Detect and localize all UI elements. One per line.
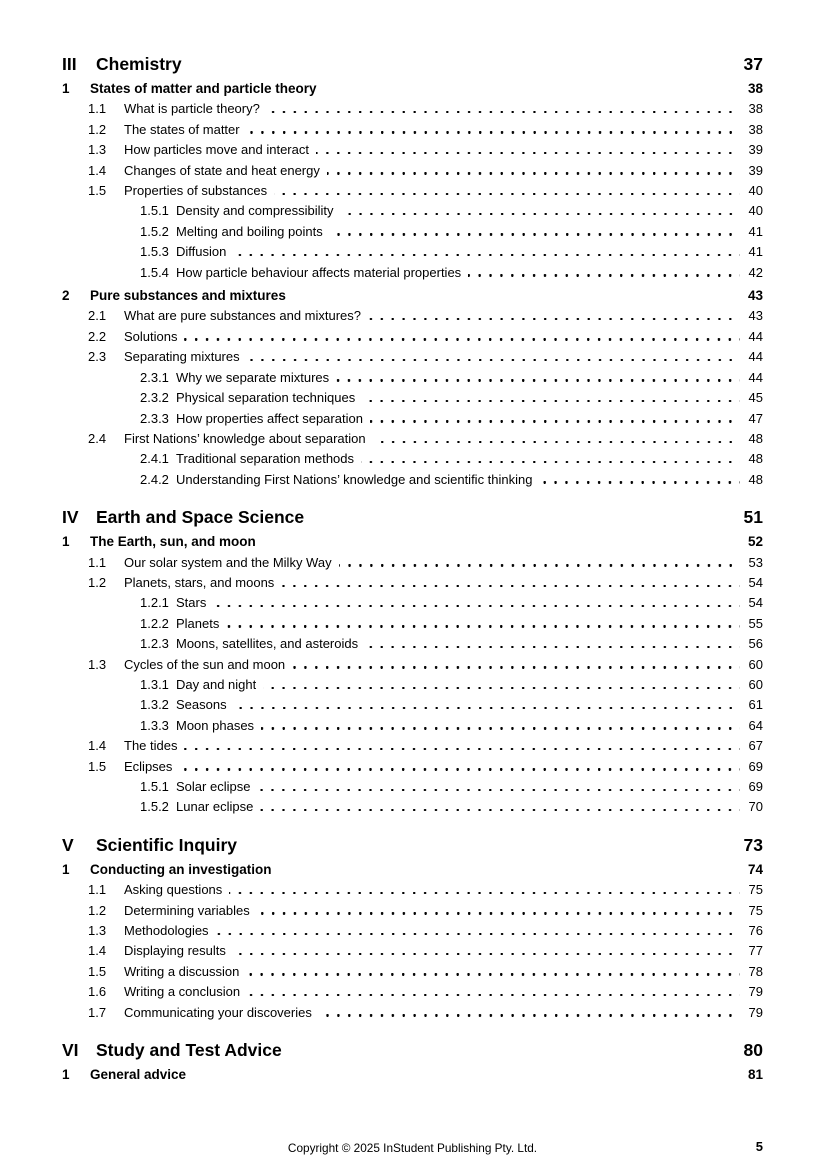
subsection-number: 2.4.1: [140, 451, 169, 467]
chapter-number: 1: [62, 1067, 70, 1083]
dot-leader: [468, 274, 740, 276]
subsection-title: Diffusion: [176, 244, 227, 260]
toc-section-row[interactable]: [62, 181, 763, 201]
section-number: 2.1: [88, 308, 107, 324]
part-title: Scientific Inquiry: [96, 834, 237, 855]
part-number: III: [62, 54, 77, 74]
subsection-title: Seasons: [176, 697, 227, 713]
section-title: Properties of substances: [124, 183, 268, 199]
dot-leader: [234, 707, 740, 709]
toc-section-row[interactable]: [62, 921, 763, 941]
toc-chapter-row[interactable]: [62, 860, 763, 880]
chapter-page-number: 81: [747, 1067, 763, 1083]
section-title: Our solar system and the Milky Way: [124, 554, 332, 570]
section-page-number: 79: [748, 984, 763, 1000]
chapter-number: 1: [62, 81, 70, 96]
subsection-page-number: 70: [748, 799, 763, 815]
subsection-page-number: 54: [748, 595, 763, 611]
toc-subsection-row[interactable]: [62, 449, 763, 469]
part-number: V: [62, 834, 74, 855]
dot-leader: [257, 789, 740, 791]
subsection-number: 1.3.1: [140, 676, 169, 692]
subsection-page-number: 48: [748, 471, 763, 487]
section-page-number: 76: [748, 923, 763, 939]
section-title: Separating mixtures: [124, 349, 240, 365]
subsection-title: Moon phases: [176, 717, 255, 733]
dot-leader: [327, 172, 740, 174]
section-number: 1.3: [88, 923, 107, 939]
chapter-page-number: 38: [747, 81, 763, 96]
section-number: 1.1: [88, 882, 107, 898]
section-number: 1.7: [88, 1004, 107, 1020]
section-number: 1.1: [88, 101, 107, 117]
section-number: 1.2: [88, 902, 107, 918]
toc-part-row[interactable]: [62, 833, 763, 857]
toc-section-row[interactable]: [62, 941, 763, 961]
dot-leader: [373, 441, 740, 443]
dot-leader: [539, 481, 740, 483]
dot-leader: [246, 973, 740, 975]
dot-leader: [216, 933, 740, 935]
dot-leader: [336, 379, 740, 381]
section-number: 1.3: [88, 142, 107, 158]
subsection-title: Stars: [176, 595, 207, 611]
dot-leader: [184, 338, 740, 340]
subsection-number: 2.3.2: [140, 390, 169, 406]
section-title: Cycles of the sun and moon: [124, 656, 286, 672]
dot-leader: [260, 809, 740, 811]
dot-leader: [247, 359, 740, 361]
chapter-title: Conducting an investigation: [90, 861, 272, 877]
dot-leader: [365, 646, 740, 648]
subsection-number: 1.5.1: [140, 779, 169, 794]
toc-section-row[interactable]: [62, 962, 763, 982]
toc-subsection-row[interactable]: [62, 716, 763, 736]
subsection-number: 1.5.4: [140, 264, 169, 280]
subsection-number: 1.2.1: [140, 595, 169, 611]
toc-subsection-row[interactable]: [62, 263, 763, 283]
subsection-title: Physical separation techniques: [176, 390, 356, 406]
toc-subsection-row[interactable]: [62, 634, 763, 654]
dot-leader: [361, 461, 740, 463]
dot-leader: [233, 254, 740, 256]
section-title: Solutions: [124, 328, 178, 344]
toc-section-row[interactable]: [62, 327, 763, 347]
chapter-title: States of matter and particle theory: [90, 81, 317, 96]
section-title: The states of matter: [124, 121, 240, 137]
toc-section-row[interactable]: [62, 429, 763, 449]
chapter-title: The Earth, sun, and moon: [90, 534, 256, 550]
toc-section-row[interactable]: [62, 161, 763, 181]
subsection-number: 1.3.2: [140, 697, 169, 713]
subsection-number: 2.3.1: [140, 369, 169, 385]
toc-chapter-row[interactable]: [62, 532, 763, 552]
toc-section-row[interactable]: [62, 1003, 763, 1023]
subsection-page-number: 42: [748, 264, 763, 280]
toc-subsection-row[interactable]: [62, 368, 763, 388]
subsection-title: Moons, satellites, and asteroids: [176, 636, 359, 652]
subsection-number: 2.3.3: [140, 410, 169, 426]
subsection-title: Day and night: [176, 676, 257, 692]
toc-subsection-row[interactable]: [62, 201, 763, 221]
subsection-number: 1.2.3: [140, 636, 169, 652]
section-page-number: 38: [748, 101, 763, 117]
section-page-number: 39: [748, 162, 763, 178]
toc-section-row[interactable]: [62, 655, 763, 675]
toc-subsection-row[interactable]: [62, 409, 763, 429]
section-number: 1.1: [88, 554, 107, 570]
chapter-number: 1: [62, 861, 70, 877]
section-page-number: 39: [748, 142, 763, 158]
toc-section-row[interactable]: [62, 901, 763, 921]
subsection-page-number: 60: [748, 676, 763, 692]
section-page-number: 75: [748, 882, 763, 898]
toc-section-row[interactable]: [62, 736, 763, 756]
subsection-title: Why we separate mixtures: [176, 369, 330, 385]
toc-section-row[interactable]: [62, 99, 763, 119]
part-title: Study and Test Advice: [96, 1040, 282, 1061]
section-title: How particles move and interact: [124, 142, 309, 158]
dot-leader: [261, 727, 740, 729]
toc-subsection-row[interactable]: [62, 675, 763, 695]
subsection-page-number: 47: [748, 410, 763, 426]
toc-part-row[interactable]: [62, 52, 763, 76]
part-title: Earth and Space Science: [96, 507, 305, 528]
chapter-page-number: 43: [747, 288, 763, 304]
toc-subsection-row[interactable]: [62, 388, 763, 408]
section-page-number: 54: [748, 574, 763, 590]
part-page-number: 37: [743, 54, 763, 74]
toc-subsection-row[interactable]: [62, 614, 763, 634]
dot-leader: [233, 953, 740, 955]
subsection-page-number: 41: [748, 244, 763, 260]
dot-leader: [247, 131, 740, 133]
subsection-title: How particle behaviour affects material properties: [176, 264, 462, 280]
section-page-number: 78: [748, 963, 763, 979]
section-number: 1.5: [88, 963, 107, 979]
part-page-number: 80: [743, 1040, 763, 1061]
section-page-number: 43: [748, 308, 763, 324]
subsection-page-number: 41: [748, 223, 763, 239]
section-page-number: 67: [748, 738, 763, 754]
toc-section-row[interactable]: [62, 757, 763, 777]
footer-page-number: 5: [755, 1139, 763, 1154]
section-page-number: 79: [748, 1004, 763, 1020]
page-footer: [62, 1141, 763, 1156]
subsection-number: 2.4.2: [140, 471, 169, 487]
toc-part-row[interactable]: [62, 505, 763, 529]
dot-leader: [316, 152, 740, 154]
dot-leader: [247, 994, 740, 996]
part-number: VI: [62, 1040, 79, 1061]
dot-leader: [370, 420, 740, 422]
section-number: 1.4: [88, 162, 107, 178]
chapter-page-number: 74: [747, 861, 763, 877]
part-page-number: 51: [743, 507, 763, 528]
section-page-number: 69: [748, 758, 763, 774]
subsection-number: 1.5.3: [140, 244, 169, 260]
section-page-number: 38: [748, 121, 763, 137]
section-page-number: 75: [748, 902, 763, 918]
chapter-number: 2: [62, 288, 70, 304]
subsection-title: Melting and boiling points: [176, 223, 323, 239]
toc-section-row[interactable]: [62, 982, 763, 1002]
section-title: Determining variables: [124, 902, 250, 918]
dot-leader: [330, 233, 740, 235]
section-number: 1.4: [88, 738, 107, 754]
dot-leader: [319, 1014, 740, 1016]
section-title: Eclipses: [124, 758, 173, 774]
section-title: Planets, stars, and moons: [124, 574, 275, 590]
section-title: Writing a conclusion: [124, 984, 241, 1000]
toc-section-row[interactable]: [62, 347, 763, 367]
toc-chapter-row[interactable]: [62, 286, 763, 306]
section-title: Displaying results: [124, 943, 226, 959]
chapter-title: Pure substances and mixtures: [90, 288, 286, 304]
subsection-number: 1.2.2: [140, 615, 169, 631]
subsection-number: 1.3.3: [140, 717, 169, 733]
section-page-number: 60: [748, 656, 763, 672]
section-page-number: 48: [748, 430, 763, 446]
subsection-page-number: 48: [748, 451, 763, 467]
section-page-number: 53: [748, 554, 763, 570]
toc-section-row[interactable]: [62, 306, 763, 326]
section-title: What is particle theory?: [124, 101, 260, 117]
dot-leader: [362, 400, 740, 402]
subsection-title: Understanding First Nations’ knowledge and scientific thinking: [176, 471, 533, 487]
subsection-number: 1.5.2: [140, 799, 169, 815]
section-title: Asking questions: [124, 882, 223, 898]
part-number: IV: [62, 507, 79, 528]
dot-leader: [213, 605, 740, 607]
subsection-page-number: 45: [748, 390, 763, 406]
toc-subsection-row[interactable]: [62, 695, 763, 715]
section-number: 2.2: [88, 328, 107, 344]
section-number: 1.5: [88, 183, 107, 199]
subsection-number: 1.5.2: [140, 223, 169, 239]
part-page-number: 73: [743, 834, 763, 855]
section-title: Writing a discussion: [124, 963, 240, 979]
dot-leader: [184, 748, 740, 750]
section-title: What are pure substances and mixtures?: [124, 308, 362, 324]
subsection-page-number: 55: [748, 615, 763, 631]
section-number: 1.6: [88, 984, 107, 1000]
dot-leader: [274, 193, 740, 195]
section-title: Methodologies: [124, 923, 209, 939]
subsection-title: Density and compressibility: [176, 203, 334, 219]
toc-subsection-row[interactable]: [62, 470, 763, 490]
dot-leader: [257, 912, 740, 914]
toc-subsection-row[interactable]: [62, 777, 763, 797]
toc-subsection-row[interactable]: [62, 222, 763, 242]
subsection-page-number: 40: [748, 203, 763, 219]
dot-leader: [263, 687, 740, 689]
dot-leader: [267, 111, 740, 113]
dot-leader: [226, 625, 740, 627]
subsection-title: Lunar eclipse: [176, 799, 254, 815]
dot-leader: [339, 564, 740, 566]
subsection-number: 1.5.1: [140, 203, 169, 219]
chapter-title: General advice: [90, 1067, 187, 1083]
table-of-contents: [62, 52, 763, 1085]
toc-section-row[interactable]: [62, 140, 763, 160]
section-number: 2.4: [88, 430, 107, 446]
toc-subsection-row[interactable]: [62, 593, 763, 613]
subsection-page-number: 61: [748, 697, 763, 713]
toc-section-row[interactable]: [62, 553, 763, 573]
section-title: The tides: [124, 738, 178, 754]
toc-section-row[interactable]: [62, 573, 763, 593]
section-number: 2.3: [88, 349, 107, 365]
subsection-title: Solar eclipse: [176, 779, 251, 794]
subsection-title: How properties affect separation: [176, 410, 363, 426]
dot-leader: [229, 892, 740, 894]
section-number: 1.4: [88, 943, 107, 959]
section-number: 1.2: [88, 121, 107, 137]
section-number: 1.2: [88, 574, 107, 590]
section-page-number: 40: [748, 183, 763, 199]
chapter-number: 1: [62, 534, 70, 550]
subsection-title: Traditional separation methods: [176, 451, 355, 467]
section-page-number: 44: [748, 349, 763, 365]
dot-leader: [281, 585, 740, 587]
section-title: Communicating your discoveries: [124, 1004, 312, 1020]
dot-leader: [292, 666, 740, 668]
chapter-page-number: 52: [747, 534, 763, 550]
section-number: 1.3: [88, 656, 107, 672]
toc-subsection-row[interactable]: [62, 797, 763, 817]
subsection-page-number: 64: [748, 717, 763, 733]
section-page-number: 77: [748, 943, 763, 959]
subsection-page-number: 44: [748, 369, 763, 385]
section-title: Changes of state and heat energy: [124, 162, 320, 178]
dot-leader: [179, 768, 740, 770]
toc-part-row[interactable]: [62, 1038, 763, 1062]
subsection-page-number: 56: [748, 636, 763, 652]
toc-chapter-row[interactable]: [62, 79, 763, 99]
toc-chapter-row[interactable]: [62, 1065, 763, 1085]
subsection-page-number: 69: [748, 779, 763, 794]
subsection-title: Planets: [176, 615, 220, 631]
section-page-number: 44: [748, 328, 763, 344]
dot-leader: [341, 213, 740, 215]
section-number: 1.5: [88, 758, 107, 774]
toc-section-row[interactable]: [62, 880, 763, 900]
dot-leader: [368, 318, 740, 320]
part-title: Chemistry: [96, 54, 182, 74]
copyright-text: Copyright © 2025 InStudent Publishing Pty. Ltd.: [287, 1141, 538, 1155]
section-title: First Nations’ knowledge about separation: [124, 430, 366, 446]
toc-subsection-row[interactable]: [62, 242, 763, 262]
toc-section-row[interactable]: [62, 120, 763, 140]
